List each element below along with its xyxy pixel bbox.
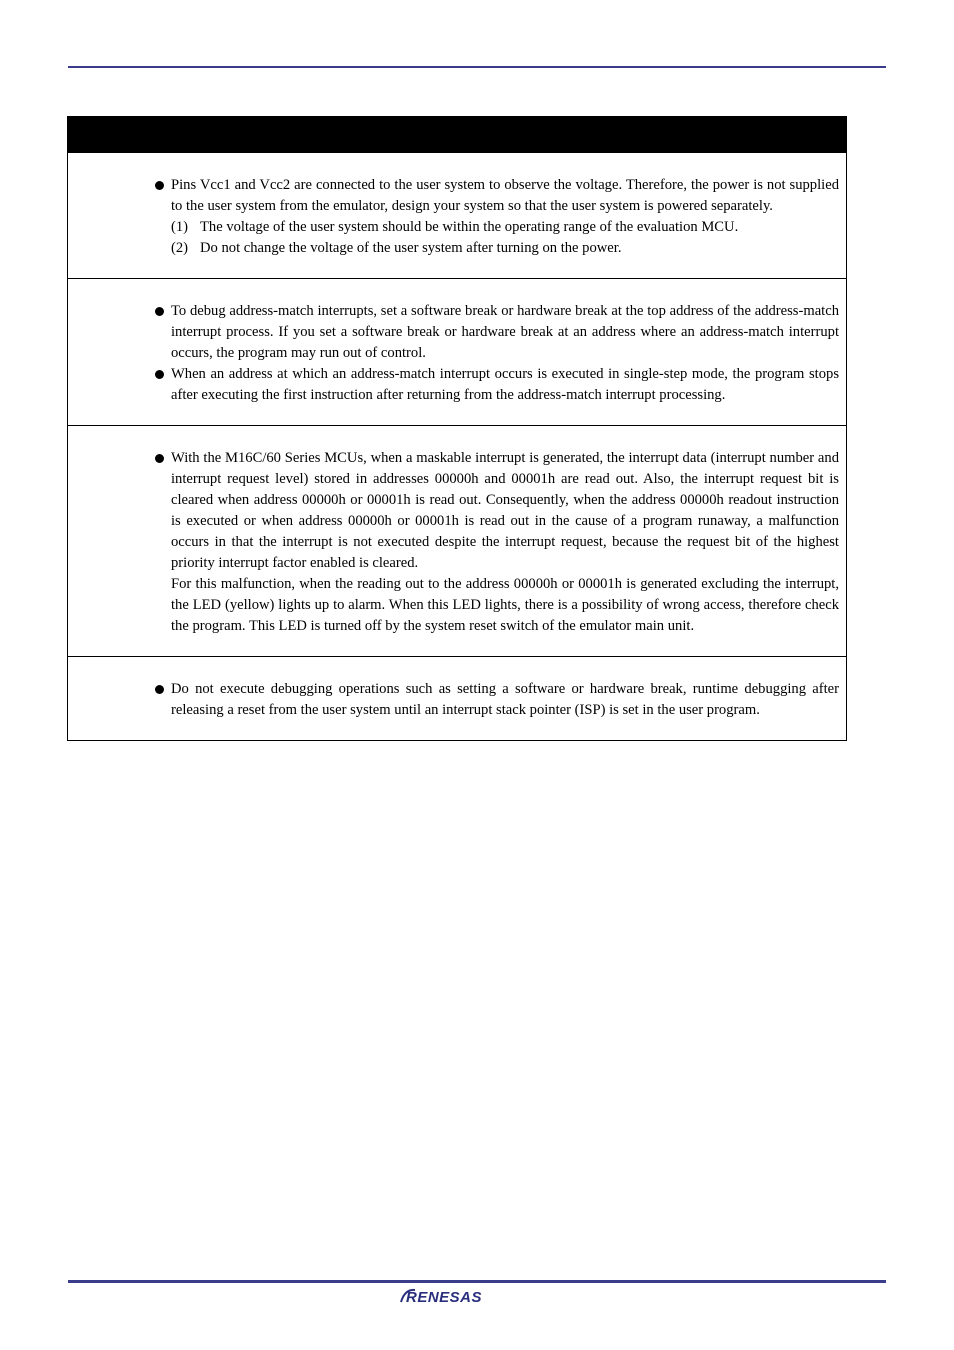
note-text: With the M16C/60 Series MCUs, when a maskable interrupt is generated, the interrupt data (interrupt number and interrupt request level) stored in addresses 00000h and 00001h are read out. Also, the interrupt request bit is cleared when address 00000h or 00001h is read out. Consequently, when the address 00000h readout instruction is executed or when address 00000h or 00001h is read out in the cause of a program runaway, a malfunction occurs in that the interrupt is not executed despite the interrupt request, because the request bit of the highest priority interrupt factor enabled is cleared. [171,450,839,571]
note-text: When an address at which an address-match interrupt occurs is executed in single-step mode, the program stops after executing the first instruction after returning from the address-match interrupt processing. [171,366,839,403]
note-section-maskable-interrupt [68,425,846,656]
sub-list-item [155,217,839,238]
svg-text:RENESAS: RENESAS [406,1289,483,1306]
note-section-power [68,153,846,278]
sub-item-number: (2) [171,240,189,256]
sub-list-item [155,238,839,259]
bullet-icon [155,307,164,316]
header-rule [68,66,886,68]
table-header-bar [68,117,846,153]
note-text: To debug address-match interrupts, set a software break or hardware break at the top address of the address-match interrupt process. If you set a software break or hardware break at an address where an address-match interrupt occurs, the program may run out of control. [171,303,839,361]
sub-item-text: Do not change the voltage of the user system after turning on the power. [200,240,622,256]
note-text: Do not execute debugging operations such as setting a software or hardware break, runtime debugging after releasing a reset from the user system until an interrupt stack pointer (ISP) is set in the user program. [171,681,839,718]
renesas-logo [399,1287,511,1307]
bullet-icon [155,454,164,463]
sub-item-number: (1) [171,219,189,235]
note-section-address-match [68,278,846,425]
footer-rule [68,1280,886,1283]
list-item [155,175,839,217]
bullet-icon [155,181,164,190]
sub-item-text: The voltage of the user system should be within the operating range of the evaluation MCU. [200,219,739,235]
note-paragraph: For this malfunction, when the reading out to the address 00000h or 00001h is generated excluding the interrupt, the LED (yellow) lights up to alarm. When this LED lights, there is a possibility of wrong access, therefore check the program. This LED is turned off by the system reset switch of the emulator main unit. [171,576,839,634]
list-item [155,364,839,406]
list-item [155,301,839,364]
notes-table [67,116,847,741]
note-section-stack-pointer [68,656,846,740]
list-item [155,448,839,637]
bullet-icon [155,685,164,694]
bullet-icon [155,370,164,379]
list-item [155,679,839,721]
note-text: Pins Vcc1 and Vcc2 are connected to the user system to observe the voltage. Therefore, the power is not supplied to the user system from the emulator, design your system so that the user system is powered separately. [171,177,839,214]
